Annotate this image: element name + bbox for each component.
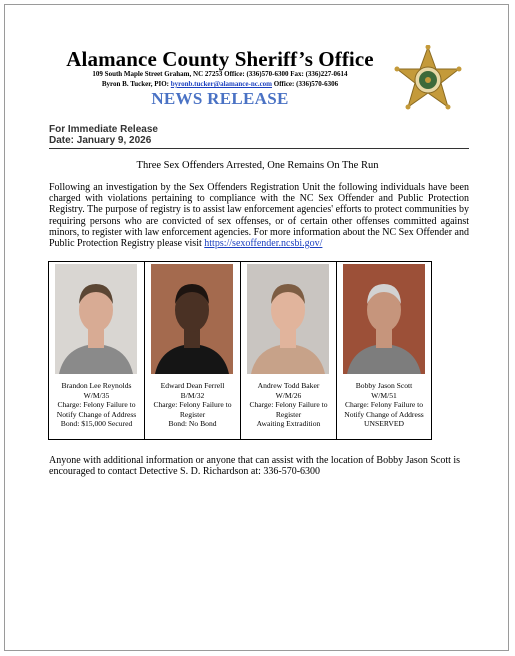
offender-grid (48, 261, 432, 440)
contact-paragraph: Anyone with additional information or anyone that can assist with the location of Bobby Jason Scott is encouraged to contact Detective S. D. Richardson at: 336-570-6300 (49, 455, 461, 478)
offender-status: Bond: No Bond (168, 419, 217, 429)
offender-charge-continued: Notify Change of Address (56, 409, 137, 419)
for-immediate-release: For Immediate Release (49, 124, 158, 135)
intro-paragraph (49, 182, 469, 249)
pio-name: Byron B. Tucker, PIO: (101, 80, 169, 88)
offender-charge-continued: Register (275, 409, 302, 419)
offender-charge: Charge: Felony Failure to (57, 400, 136, 410)
offender-info (241, 381, 336, 429)
mugshot-photo (343, 264, 425, 374)
offender-name: Brandon Lee Reynolds (61, 381, 132, 390)
offender-demographics: W/M/26 (275, 390, 302, 400)
offender-info (145, 381, 240, 429)
office-name: Alamance County Sheriff’s Office (66, 47, 374, 71)
offender-card (241, 262, 337, 439)
pio-email-link[interactable]: byronb.tucker@alamance-nc.com (170, 80, 273, 88)
offender-name: Edward Dean Ferrell (160, 381, 225, 390)
offender-card (49, 262, 145, 439)
offender-charge-continued: Register (179, 409, 206, 419)
office-address: 109 South Maple Street Graham, NC 27253 Office: (336)570-6300 Fax: (336)227-0614 (92, 70, 348, 78)
pio-contact-line (0, 80, 440, 89)
offender-card (145, 262, 241, 439)
mugshot-photo (247, 264, 329, 374)
offender-card (337, 262, 431, 439)
offender-charge-continued: Notify Change of Address (344, 409, 424, 419)
registry-link[interactable]: https://sexoffender.ncsbi.gov/ (204, 238, 323, 250)
pio-office-phone: Office: (336)570-6306 (273, 80, 339, 88)
offender-charge: Charge: Felony Failure to (344, 400, 424, 410)
mugshot-photo (151, 264, 233, 374)
header-divider (49, 148, 469, 149)
mugshot-photo (55, 264, 137, 374)
offender-demographics: W/M/51 (371, 390, 397, 400)
sheriff-star-badge-icon (391, 45, 465, 115)
offender-charge: Charge: Felony Failure to (249, 400, 328, 410)
offender-demographics: W/M/35 (83, 390, 110, 400)
release-headline: Three Sex Offenders Arrested, One Remains On The Run (136, 160, 379, 171)
offender-name: Andrew Todd Baker (257, 381, 320, 390)
offender-demographics: B/M/32 (180, 390, 205, 400)
offender-info (337, 381, 431, 429)
news-release-heading: NEWS RELEASE (151, 89, 289, 108)
offender-name: Bobby Jason Scott (355, 381, 413, 390)
offender-status: Bond: $15,000 Secured (60, 419, 133, 429)
intro-text: Following an investigation by the Sex Offenders Registration Unit the following individuals have been charged with violations pertaining to compliance with the NC Sex Offender and Public Protection Registry. The purpose of registry is to assist law enforcement agencies' efforts to protect communities by requiring persons who are convicted of sex offenses, or of certain other offenses committed against minors, to register with law enforcement agencies. For more information about the NC Sex Offender and Public Protection Registry please visit (49, 182, 469, 250)
offender-status: Awaiting Extradition (256, 419, 321, 429)
offender-status: UNSERVED (364, 419, 404, 429)
offender-info (49, 381, 144, 429)
offender-charge: Charge: Felony Failure to (153, 400, 232, 410)
release-date: Date: January 9, 2026 (49, 135, 152, 146)
